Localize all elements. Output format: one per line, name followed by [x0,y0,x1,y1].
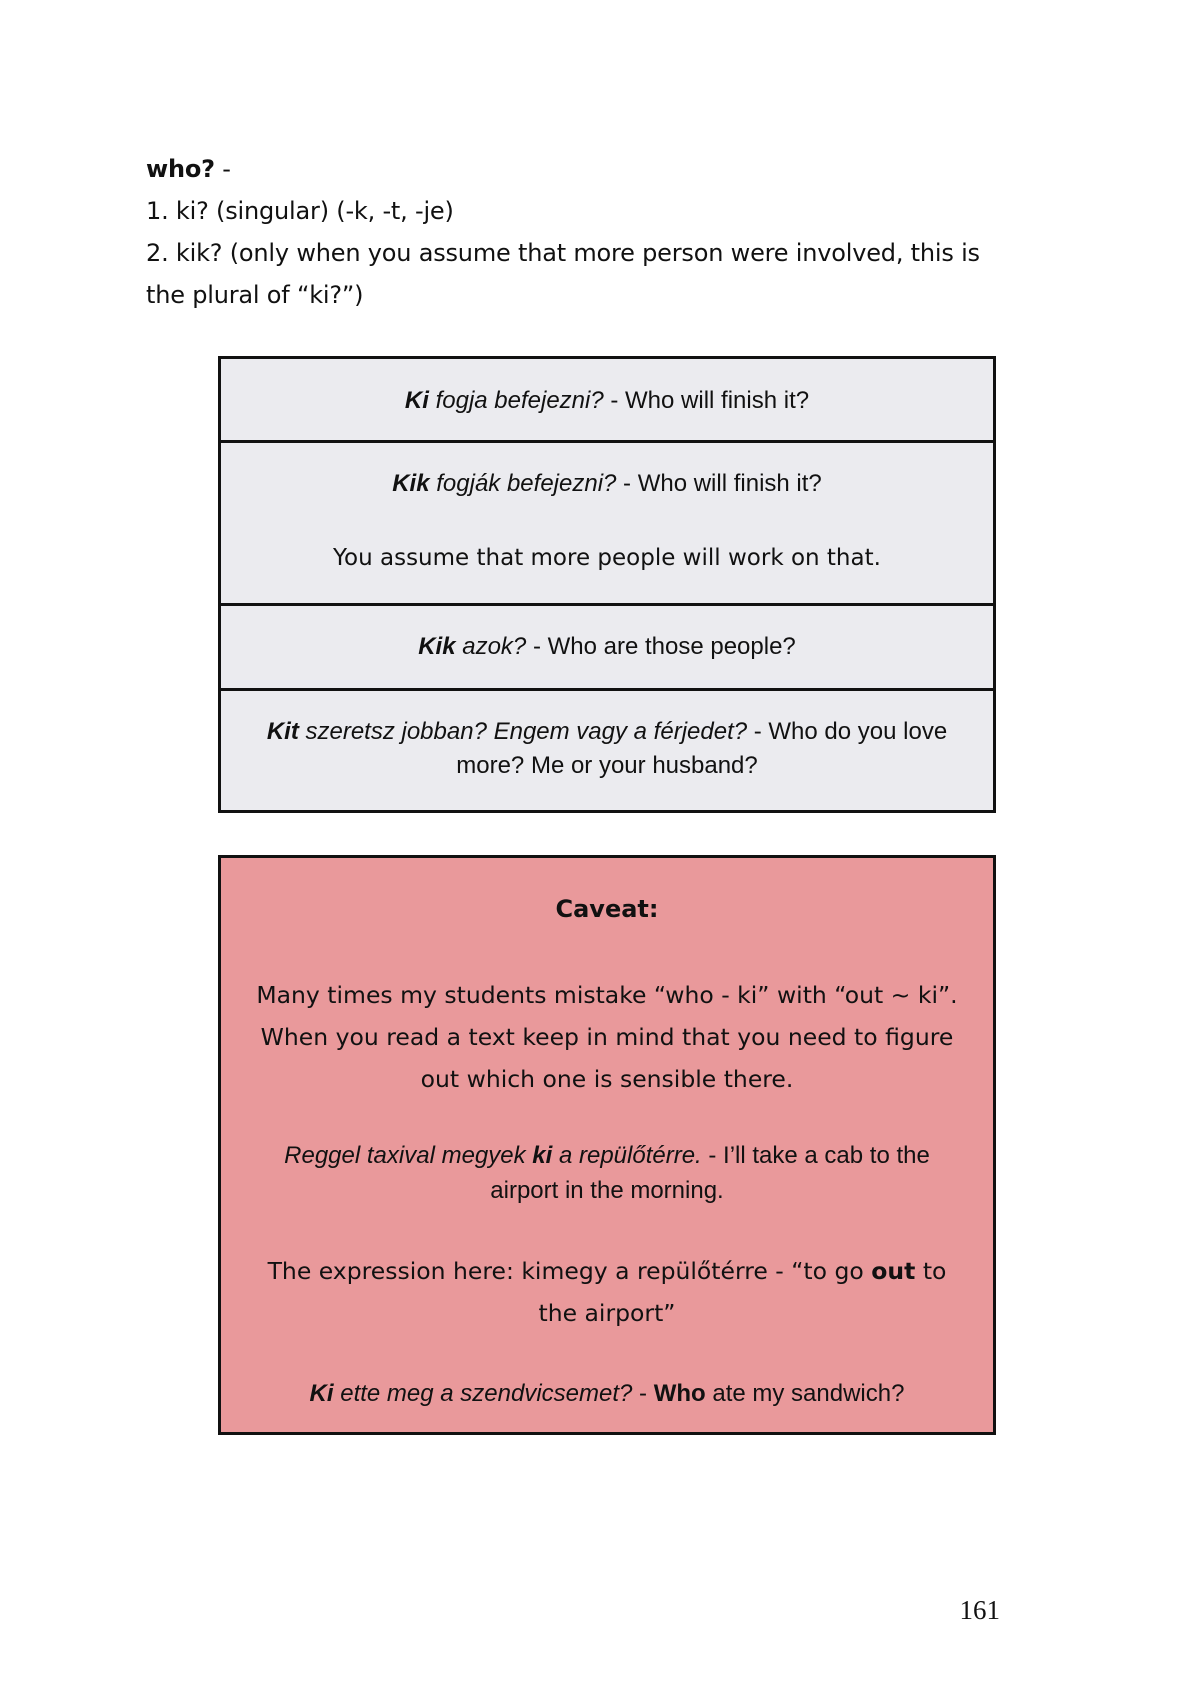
caveat-box [218,855,996,1435]
example-keyword: Ki [404,387,429,414]
caveat-last-keyword: Ki [309,1380,334,1407]
caveat-example [247,1138,967,1208]
example-keyword: Kit [266,718,299,745]
examples-table [218,356,996,813]
example-row [221,691,993,810]
heading-word: who? [146,155,215,183]
caveat-title: Caveat: [555,895,659,923]
caveat-last-hungarian: ette meg a szendvicsemet? [333,1380,633,1407]
list-item-singular: 1. ki? (singular) (-k, -t, -je) [146,197,454,225]
caveat-last-example [247,1376,967,1411]
heading-line [146,148,1026,190]
example-english: - Who will finish it? [616,470,822,497]
caveat-example-english: - I’ll take a cab to the airport in the morning. [490,1142,930,1204]
caveat-example-hungarian-end: a repülőtérre. [552,1142,702,1169]
caveat-example-hungarian: Reggel taxival megyek [284,1142,533,1169]
caveat-last-english: ate my sandwich? [705,1380,905,1407]
example-english: - Who will finish it? [603,387,810,414]
example-hungarian: fogják befejezni? [429,470,617,497]
caveat-expression [247,1250,967,1334]
list-item-plural: 2. kik? (only when you assume that more person were involved, this is the plural of “ki?”) [146,239,980,309]
caveat-expression-start: The expression here: kimegy a repülőtérre - “to go [267,1257,872,1285]
example-row [221,359,993,443]
example-english: - Who are those people? [526,633,796,660]
caveat-expression-end: to the airport” [538,1257,947,1327]
example-keyword: Kik [392,470,430,497]
example-english: - Who do you love more? Me or your husband? [456,718,948,779]
caveat-example-keyword: ki [532,1142,553,1169]
example-hungarian: azok? [455,633,527,660]
example-hungarian: fogja befejezni? [428,387,604,414]
example-note: You assume that more people will work on that. [333,545,881,571]
page-number: 161 [959,1595,1000,1625]
example-row [221,443,993,606]
caveat-last-separator: - [632,1380,654,1407]
example-keyword: Kik [418,633,456,660]
example-hungarian: szeretsz jobban? Engem vagy a férjedet? [298,718,748,745]
caveat-last-bold: Who [653,1380,706,1407]
caveat-expression-bold: out [871,1257,916,1285]
example-row [221,606,993,691]
intro-text [146,148,1026,316]
heading-dash: - [214,155,231,183]
caveat-body: Many times my students mistake “who - ki” with “out ~ ki”. When you read a text keep in mind that you need to figure out which one is sensible there. [256,981,958,1093]
